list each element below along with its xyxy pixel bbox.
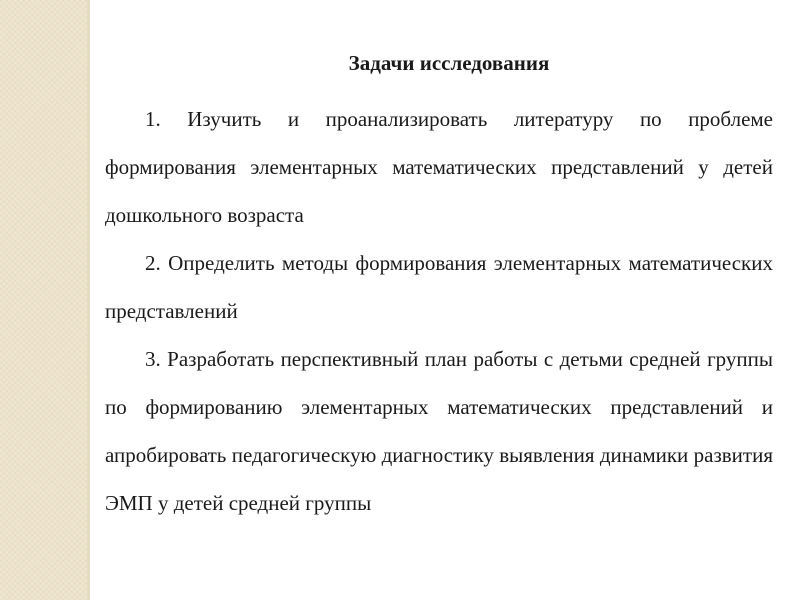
task-item-2: 2. Определить методы формирования элементарных математических представлений [105, 251, 773, 323]
decorative-side-strip [0, 0, 87, 600]
task-item-1: 1. Изучить и проанализировать литературу по проблеме формирования элементарных математических представлений у детей дошкольного возраста [105, 107, 773, 227]
slide-title: Задачи исследования [348, 51, 550, 75]
side-strip-border [87, 0, 90, 600]
slide-content [105, 45, 773, 527]
task-item-3: 3. Разработать перспективный план работы с детьми средней группы по формированию элементарных математических представлений и апробировать педагогическую диагностику выявления динамики развития ЭМП у детей средней группы [105, 347, 773, 515]
